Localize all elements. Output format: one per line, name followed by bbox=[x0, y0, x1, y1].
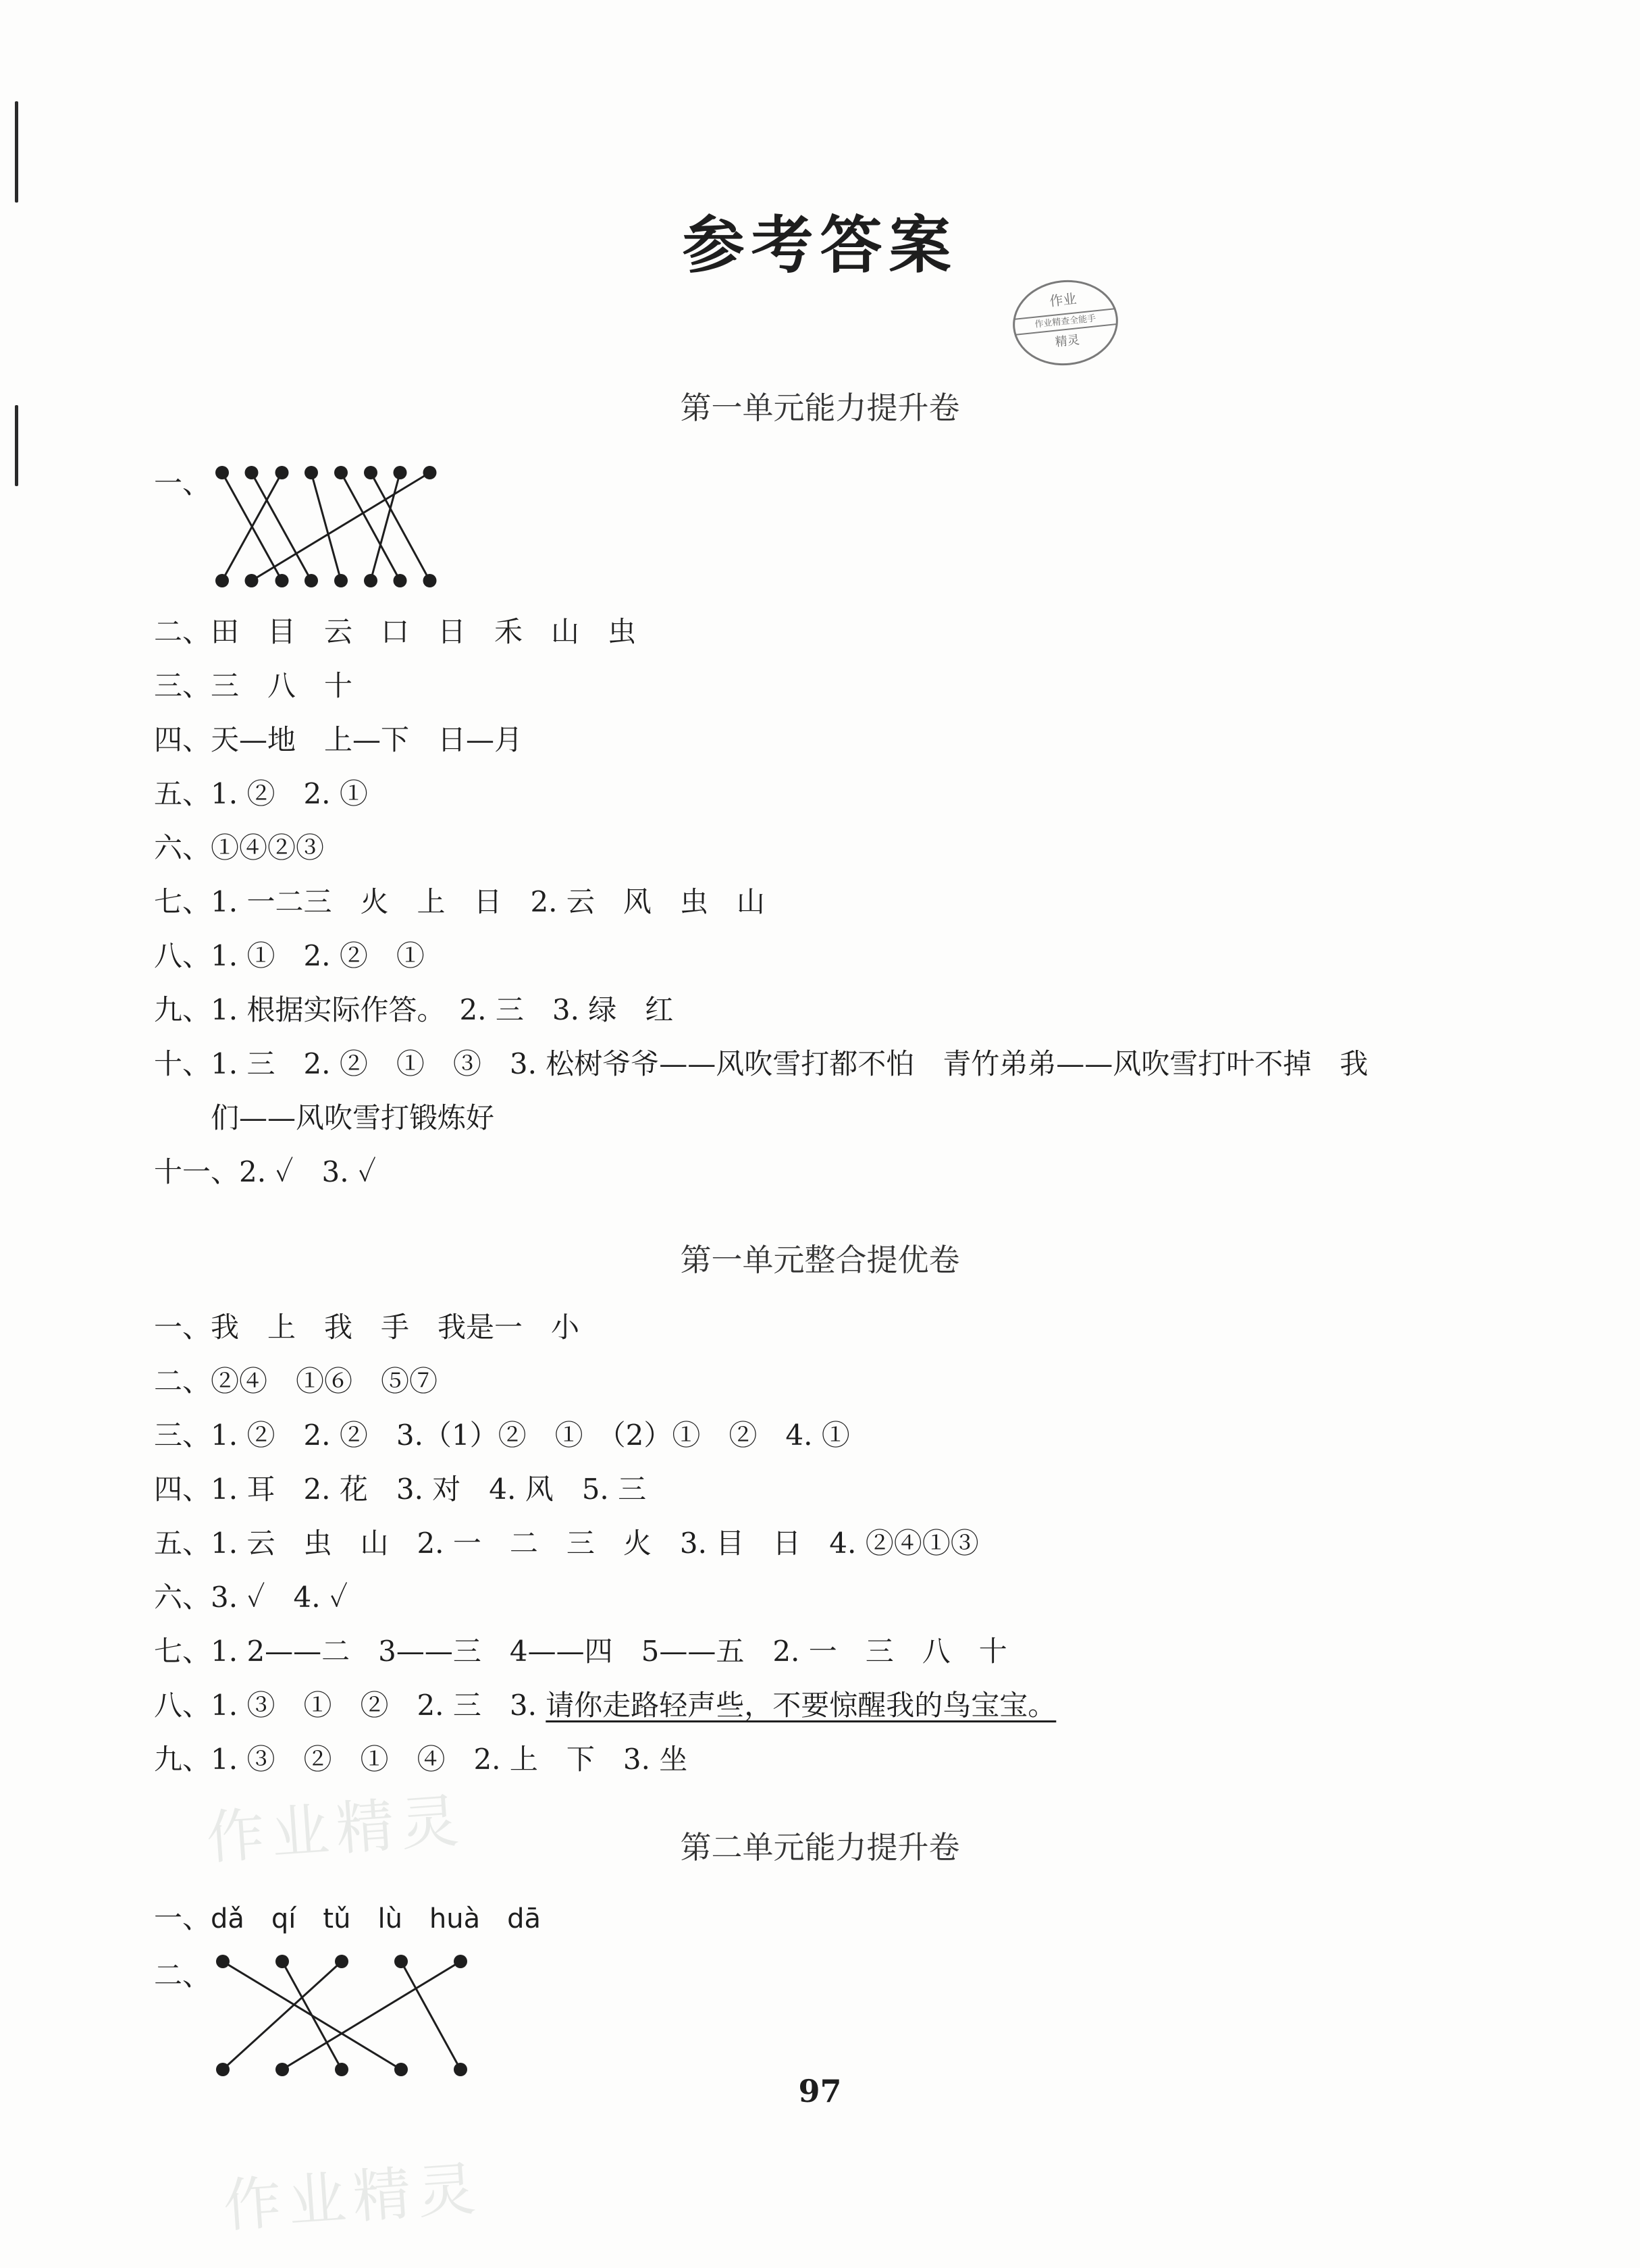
matching-line bbox=[252, 473, 430, 581]
answer-line: 四、1. 耳 2. 花 3. 对 4. 风 5. 三 bbox=[154, 1473, 647, 1506]
matching-line bbox=[282, 1961, 342, 2069]
matching-dot-top bbox=[394, 466, 407, 479]
matching-dot-bottom bbox=[423, 574, 437, 587]
answer-line: 四、天—地 上—下 日—月 bbox=[154, 723, 523, 756]
answer-line: 一、dǎ qí tǔ lù huà dā bbox=[154, 1901, 541, 1934]
matching-dot-top bbox=[364, 466, 377, 479]
matching-line bbox=[371, 473, 400, 581]
answer-line: 七、1. 一二三 火 上 日 2. 云 风 虫 山 bbox=[154, 885, 765, 918]
answer-line: 九、1. 根据实际作答。 2. 三 3. 绿 红 bbox=[154, 993, 674, 1026]
answer-line: 八、1. ① 2. ② ① bbox=[154, 939, 425, 972]
answer-label: 二、 bbox=[154, 1959, 211, 1992]
matching-line bbox=[252, 473, 312, 581]
matching-dot-top bbox=[215, 466, 229, 479]
watermark: 作业精灵 bbox=[221, 2155, 485, 2241]
page-title: 参考答案 bbox=[682, 209, 958, 282]
page-number: 97 bbox=[798, 2073, 842, 2109]
answer-line: 九、1. ③ ② ① ④ 2. 上 下 3. 坐 bbox=[154, 1743, 688, 1776]
matching-dot-bottom bbox=[275, 574, 289, 587]
underlined-answer: 请你走路轻声些，不要惊醒我的鸟宝宝。 bbox=[546, 1689, 1057, 1722]
matching-dot-top bbox=[305, 466, 318, 479]
matching-dot-bottom bbox=[364, 574, 377, 587]
answer-line: 二、②④ ①⑥ ⑤⑦ bbox=[154, 1365, 438, 1398]
matching-line bbox=[282, 1961, 460, 2069]
matching-dot-top bbox=[454, 1955, 467, 1968]
section-title: 第二单元能力提升卷 bbox=[680, 1829, 960, 1866]
answer-line: 五、1. ② 2. ① bbox=[154, 777, 368, 810]
answer-line: 八、1. ③ ① ② 2. 三 3. 请你走路轻声些，不要惊醒我的鸟宝宝。 bbox=[154, 1689, 1057, 1722]
answer-line: 十一、2. ✓ 3. ✓ bbox=[154, 1155, 377, 1188]
section-title: 第一单元能力提升卷 bbox=[680, 390, 960, 426]
matching-line bbox=[371, 473, 430, 581]
matching-dot-bottom bbox=[305, 574, 318, 587]
section-title: 第一单元整合提优卷 bbox=[680, 1242, 960, 1278]
answer-line: 五、1. 云 虫 山 2. 一 二 三 火 3. 目 日 4. ②④①③ bbox=[154, 1527, 979, 1560]
matching-dot-top bbox=[334, 466, 348, 479]
matching-dot-bottom bbox=[334, 574, 348, 587]
matching-line bbox=[311, 473, 341, 581]
answer-line: 七、1. 2——二 3——三 4——四 5——五 2. 一 三 八 十 bbox=[154, 1635, 1007, 1668]
matching-dot-top bbox=[275, 1955, 289, 1968]
matching-line bbox=[223, 1961, 342, 2069]
answer-line: 一、我 上 我 手 我是一 小 bbox=[154, 1311, 580, 1344]
answer-line-continuation: 们——风吹雪打锻炼好 bbox=[211, 1101, 495, 1134]
matching-dot-top bbox=[423, 466, 437, 479]
answer-line: 六、3. ✓ 4. ✓ bbox=[154, 1581, 348, 1614]
answer-line: 三、1. ② 2. ② 3.（1）② ① （2）① ② 4. ① bbox=[154, 1419, 850, 1452]
matching-line bbox=[341, 473, 400, 581]
matching-diagram bbox=[203, 1948, 486, 2083]
answer-line: 二、田 目 云 口 日 禾 山 虫 bbox=[154, 615, 637, 648]
answer-line: 三、三 八 十 bbox=[154, 669, 353, 702]
stamp-logo: 作业 作业精查全能手 精灵 bbox=[1009, 275, 1122, 371]
matching-dot-top bbox=[245, 466, 259, 479]
matching-dot-bottom bbox=[394, 574, 407, 587]
answer-line: 六、①④②③ bbox=[154, 831, 325, 864]
matching-line bbox=[401, 1961, 460, 2069]
answer-label: 一、 bbox=[154, 467, 211, 500]
matching-dot-bottom bbox=[215, 574, 229, 587]
watermark: 作业精灵 bbox=[204, 1787, 468, 1873]
matching-diagram bbox=[203, 459, 513, 594]
matching-dot-top bbox=[275, 466, 289, 479]
binding-edge-mark bbox=[15, 101, 18, 203]
matching-dot-top bbox=[216, 1955, 230, 1968]
matching-dot-bottom bbox=[245, 574, 259, 587]
matching-dot-top bbox=[394, 1955, 408, 1968]
matching-dot-top bbox=[335, 1955, 348, 1968]
answer-line: 十、1. 三 2. ② ① ③ 3. 松树爷爷——风吹雪打都不怕 青竹弟弟——风吹雪打叶不掉 我 bbox=[154, 1047, 1369, 1080]
